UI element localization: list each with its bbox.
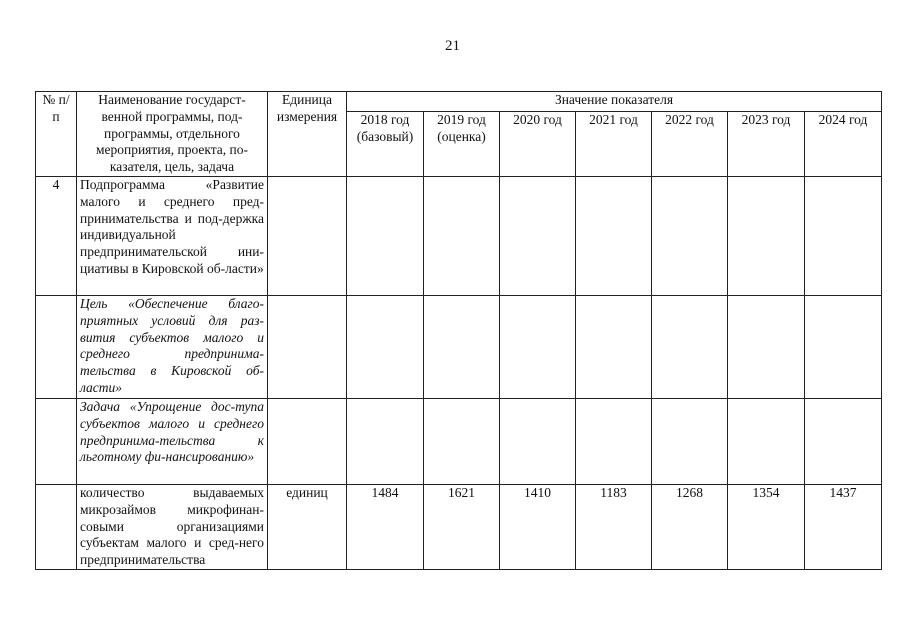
header-year: 2019 год (оценка) <box>424 112 500 177</box>
value-cell <box>652 295 728 398</box>
header-year: 2020 год <box>500 112 576 177</box>
header-row <box>36 92 882 112</box>
value-cell <box>576 176 652 295</box>
value-cell <box>500 176 576 295</box>
value-cell: 1354 <box>728 484 805 569</box>
value-cell <box>500 398 576 484</box>
header-year: 2021 год <box>576 112 652 177</box>
value-cell <box>805 176 882 295</box>
row-unit <box>268 176 347 295</box>
value-cell <box>652 176 728 295</box>
row-number: 4 <box>36 176 77 295</box>
page-number: 21 <box>445 38 460 54</box>
header-year: 2024 год <box>805 112 882 177</box>
header-name: Наименование государст-венной программы, под-программы, отдельного мероприятия, проекта, по-казателя, цель, задача <box>77 92 268 177</box>
value-cell <box>347 176 424 295</box>
value-cell <box>347 295 424 398</box>
value-cell <box>347 398 424 484</box>
value-cell <box>728 295 805 398</box>
task-text: Задача «Упрощение дос-тупа субъектов малого и среднего предпринима-тельства к льготному фи-нансированию» <box>77 398 268 484</box>
value-cell <box>728 398 805 484</box>
header-year: 2018 год (базовый) <box>347 112 424 177</box>
table-row <box>36 295 882 398</box>
value-cell <box>424 176 500 295</box>
value-cell <box>576 295 652 398</box>
value-cell: 1621 <box>424 484 500 569</box>
header-value-group: Значение показателя <box>347 92 882 112</box>
value-cell <box>805 295 882 398</box>
row-number <box>36 484 77 569</box>
header-year: 2022 год <box>652 112 728 177</box>
indicators-table <box>35 91 882 570</box>
value-cell: 1410 <box>500 484 576 569</box>
table-row <box>36 176 882 295</box>
goal-text: Цель «Обеспечение благо-приятных условий для раз-вития субъектов малого и среднего предпринима-тельства в Кировской об-ласти» <box>77 295 268 398</box>
value-cell <box>805 398 882 484</box>
header-num: № п/п <box>36 92 77 177</box>
value-cell <box>500 295 576 398</box>
subprogram-name: Подпрограмма «Развитие малого и среднего пред-принимательства и под-держка индивидуальной предпринимательской ини-циативы в Кировской об-ласти» <box>77 176 268 295</box>
value-cell <box>424 398 500 484</box>
header-unit: Единица измерения <box>268 92 347 177</box>
header-year: 2023 год <box>728 112 805 177</box>
row-unit <box>268 295 347 398</box>
value-cell <box>728 176 805 295</box>
indicator-name: количество выдаваемых микрозаймов микрофинан-совыми организациями субъектам малого и сред-него предпринимательства <box>77 484 268 569</box>
table-row <box>36 484 882 569</box>
value-cell <box>576 398 652 484</box>
row-number <box>36 295 77 398</box>
value-cell <box>652 398 728 484</box>
value-cell <box>424 295 500 398</box>
value-cell: 1437 <box>805 484 882 569</box>
value-cell: 1183 <box>576 484 652 569</box>
row-unit: единиц <box>268 484 347 569</box>
row-unit <box>268 398 347 484</box>
table-row <box>36 398 882 484</box>
row-number <box>36 398 77 484</box>
value-cell: 1484 <box>347 484 424 569</box>
value-cell: 1268 <box>652 484 728 569</box>
